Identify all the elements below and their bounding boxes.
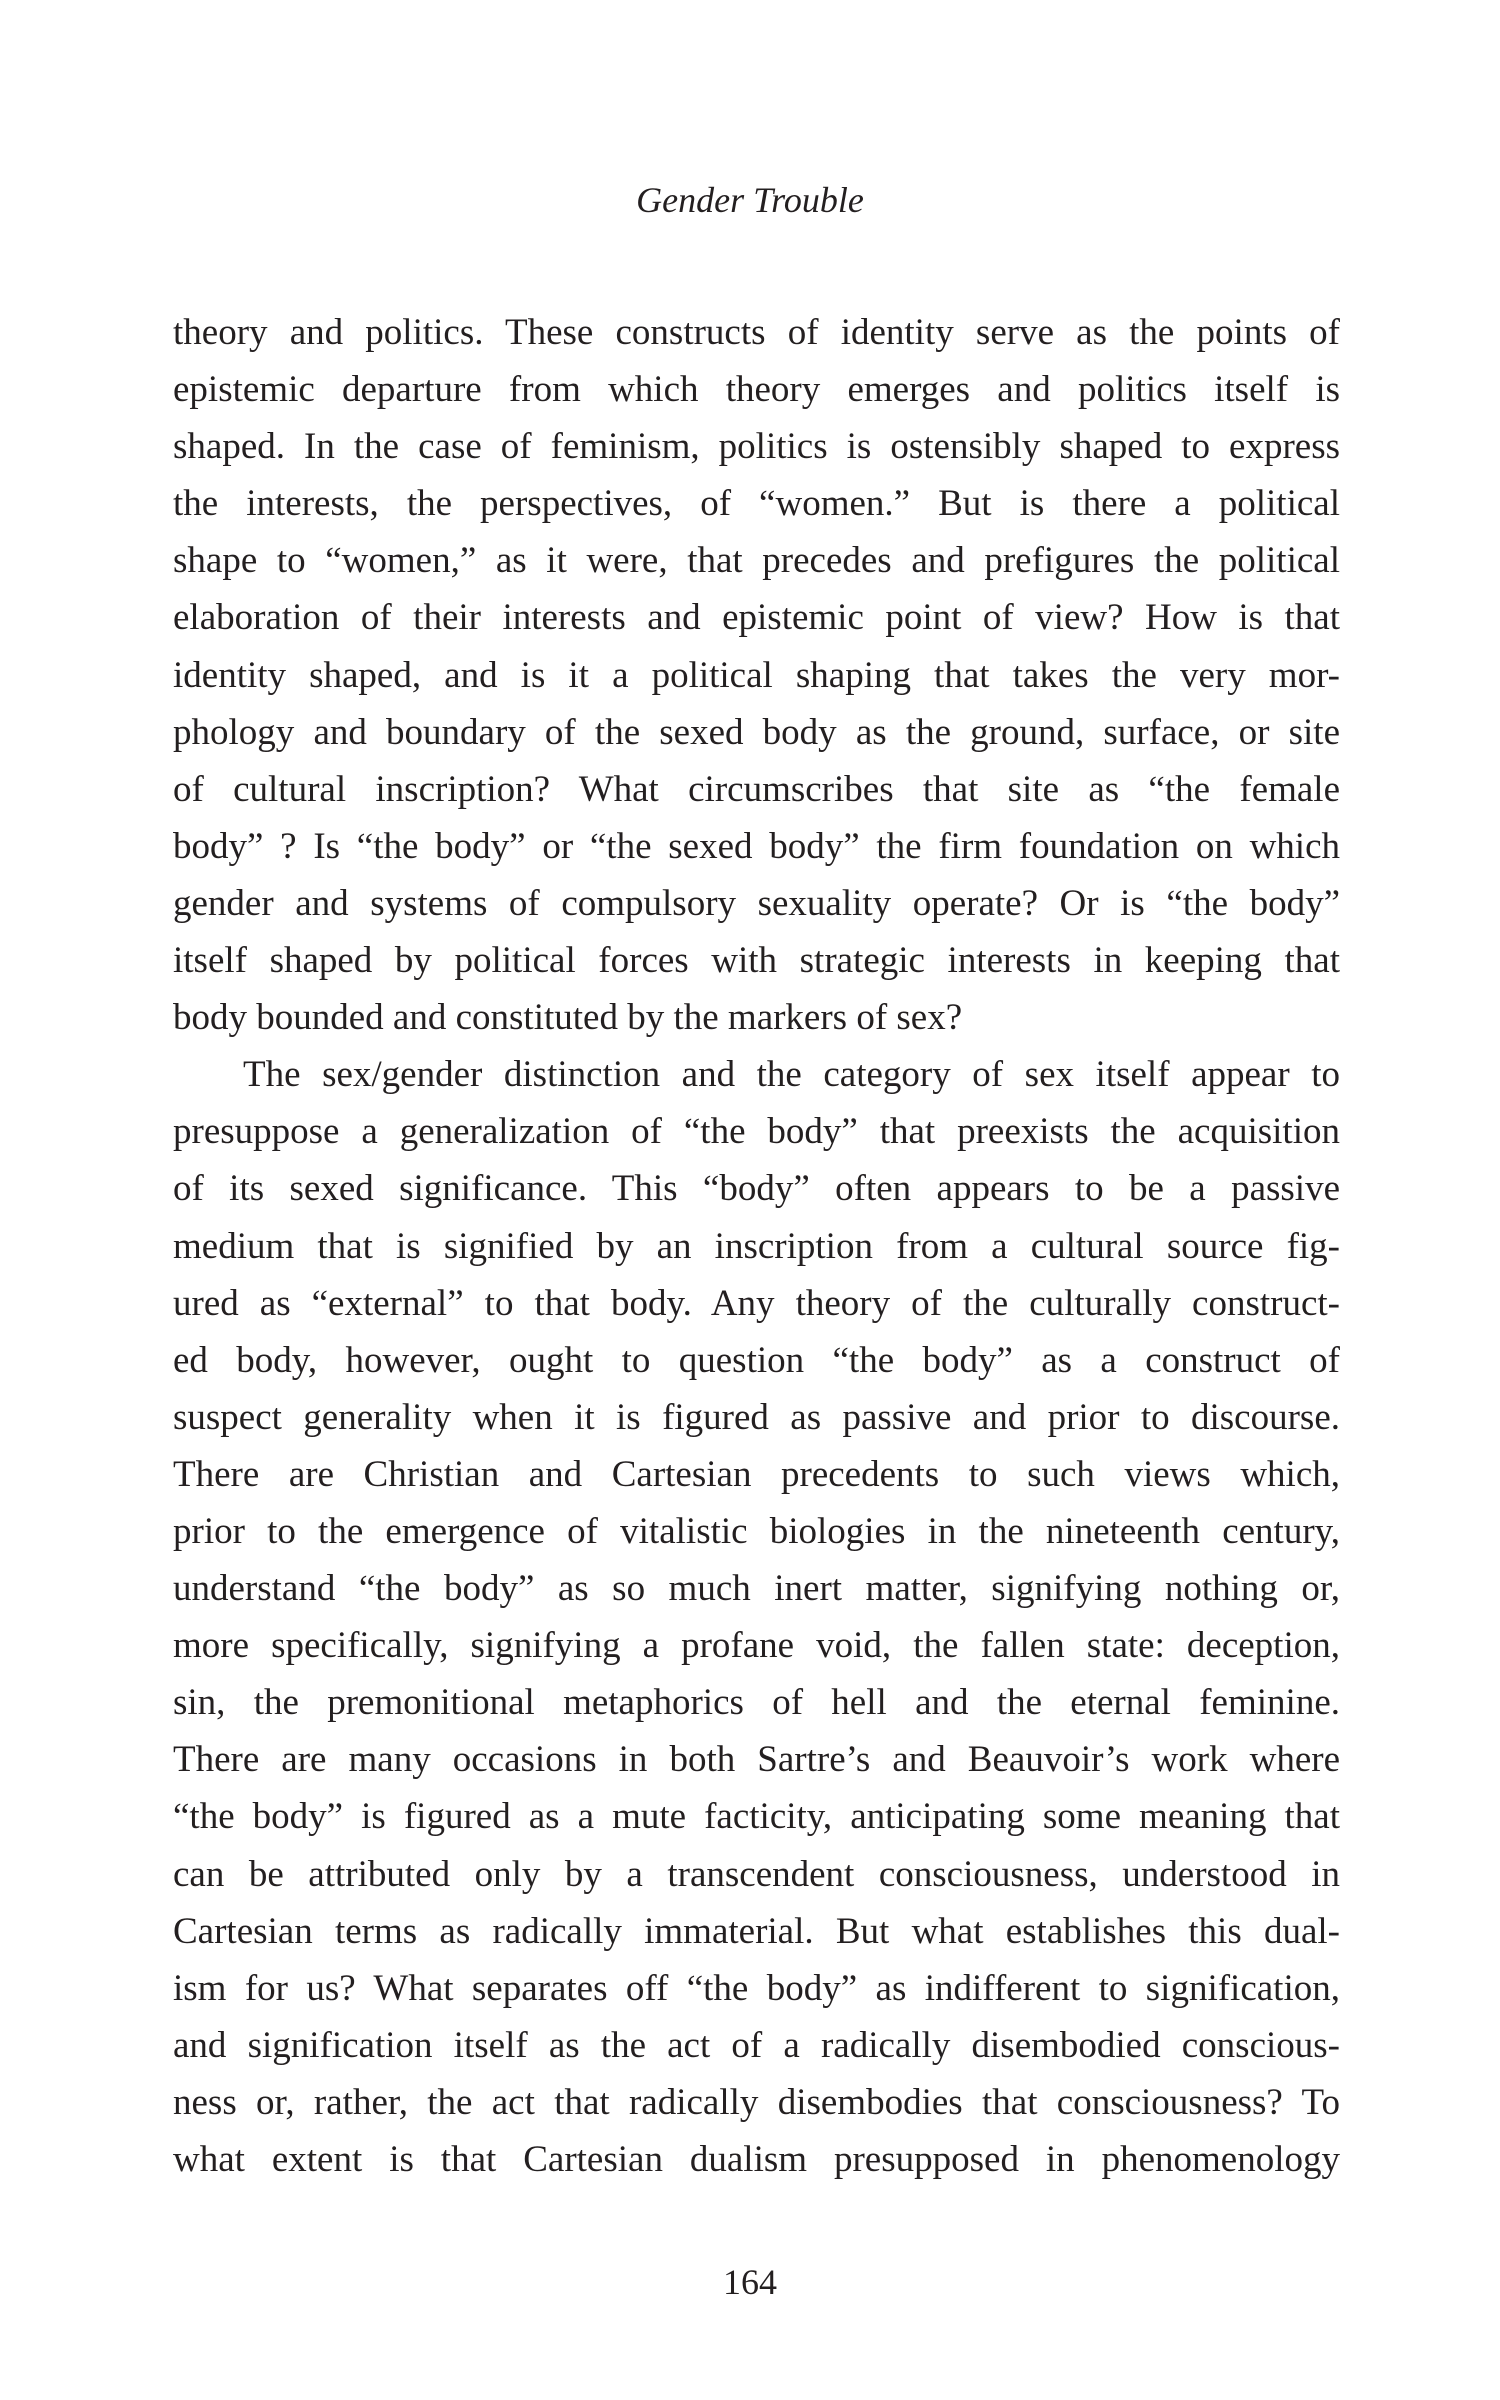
text-line: of its sexed significance. This “body” often appears to be a passive [173,1168,1340,1210]
text-line: medium that is signified by an inscription from a cultural source fig- [173,1225,1340,1267]
text-line: sin, the premonitional metaphorics of hell and the eternal feminine. [173,1682,1340,1724]
text-line: suspect generality when it is figured as passive and prior to discourse. [173,1396,1340,1438]
text-line: what extent is that Cartesian dualism presupposed in phenomenology [173,2139,1340,2180]
body-text [173,304,1340,2188]
text-line: can be attributed only by a transcendent consciousness, understood in [173,1853,1340,1895]
text-line: phology and boundary of the sexed body as the ground, surface, or site [173,711,1340,753]
text-line: the interests, the perspectives, of “women.” But is there a political [173,483,1340,525]
text-line: and signification itself as the act of a radically disembodied conscious- [173,2024,1340,2066]
text-line: There are many occasions in both Sartre’s and Beauvoir’s work where [173,1739,1340,1781]
text-line: “the body” is figured as a mute facticity, anticipating some meaning that [173,1796,1340,1838]
text-line: more specifically, signifying a profane void, the fallen state: deception, [173,1625,1340,1667]
text-line: shape to “women,” as it were, that precedes and prefigures the political [173,540,1340,582]
text-line: itself shaped by political forces with strategic interests in keeping that [173,940,1340,982]
text-line: understand “the body” as so much inert matter, signifying nothing or, [173,1568,1340,1610]
text-line: ed body, however, ought to question “the body” as a construct of [173,1339,1340,1381]
text-line: elaboration of their interests and epistemic point of view? How is that [173,597,1340,639]
text-line: Cartesian terms as radically immaterial. But what establishes this dual- [173,1910,1340,1952]
text-line: ured as “external” to that body. Any theory of the culturally construct- [173,1282,1340,1324]
text-line: prior to the emergence of vitalistic biologies in the nineteenth century, [173,1510,1340,1552]
text-line: The sex/gender distinction and the category of sex itself appear to [243,1054,1340,1096]
page-number: 164 [723,2262,777,2302]
text-line: presuppose a generalization of “the body” that preexists the acquisition [173,1111,1340,1153]
text-line: body bounded and constituted by the markers of sex? [173,997,963,1039]
text-line: ism for us? What separates off “the body” as indifferent to signification, [173,1967,1340,2009]
text-line: There are Christian and Cartesian precedents to such views which, [173,1453,1340,1495]
text-line: identity shaped, and is it a political shaping that takes the very mor- [173,654,1340,696]
text-line: epistemic departure from which theory emerges and politics itself is [173,369,1340,411]
text-line: body” ? Is “the body” or “the sexed body” the firm foundation on which [173,825,1340,867]
running-head: Gender Trouble [636,180,864,220]
text-line: theory and politics. These constructs of identity serve as the points of [173,312,1340,353]
text-line: shaped. In the case of feminism, politics is ostensibly shaped to express [173,426,1340,468]
text-line: ness or, rather, the act that radically disembodies that consciousness? To [173,2081,1340,2123]
text-line: of cultural inscription? What circumscribes that site as “the female [173,768,1340,810]
text-line: gender and systems of compulsory sexuality operate? Or is “the body” [173,882,1340,924]
